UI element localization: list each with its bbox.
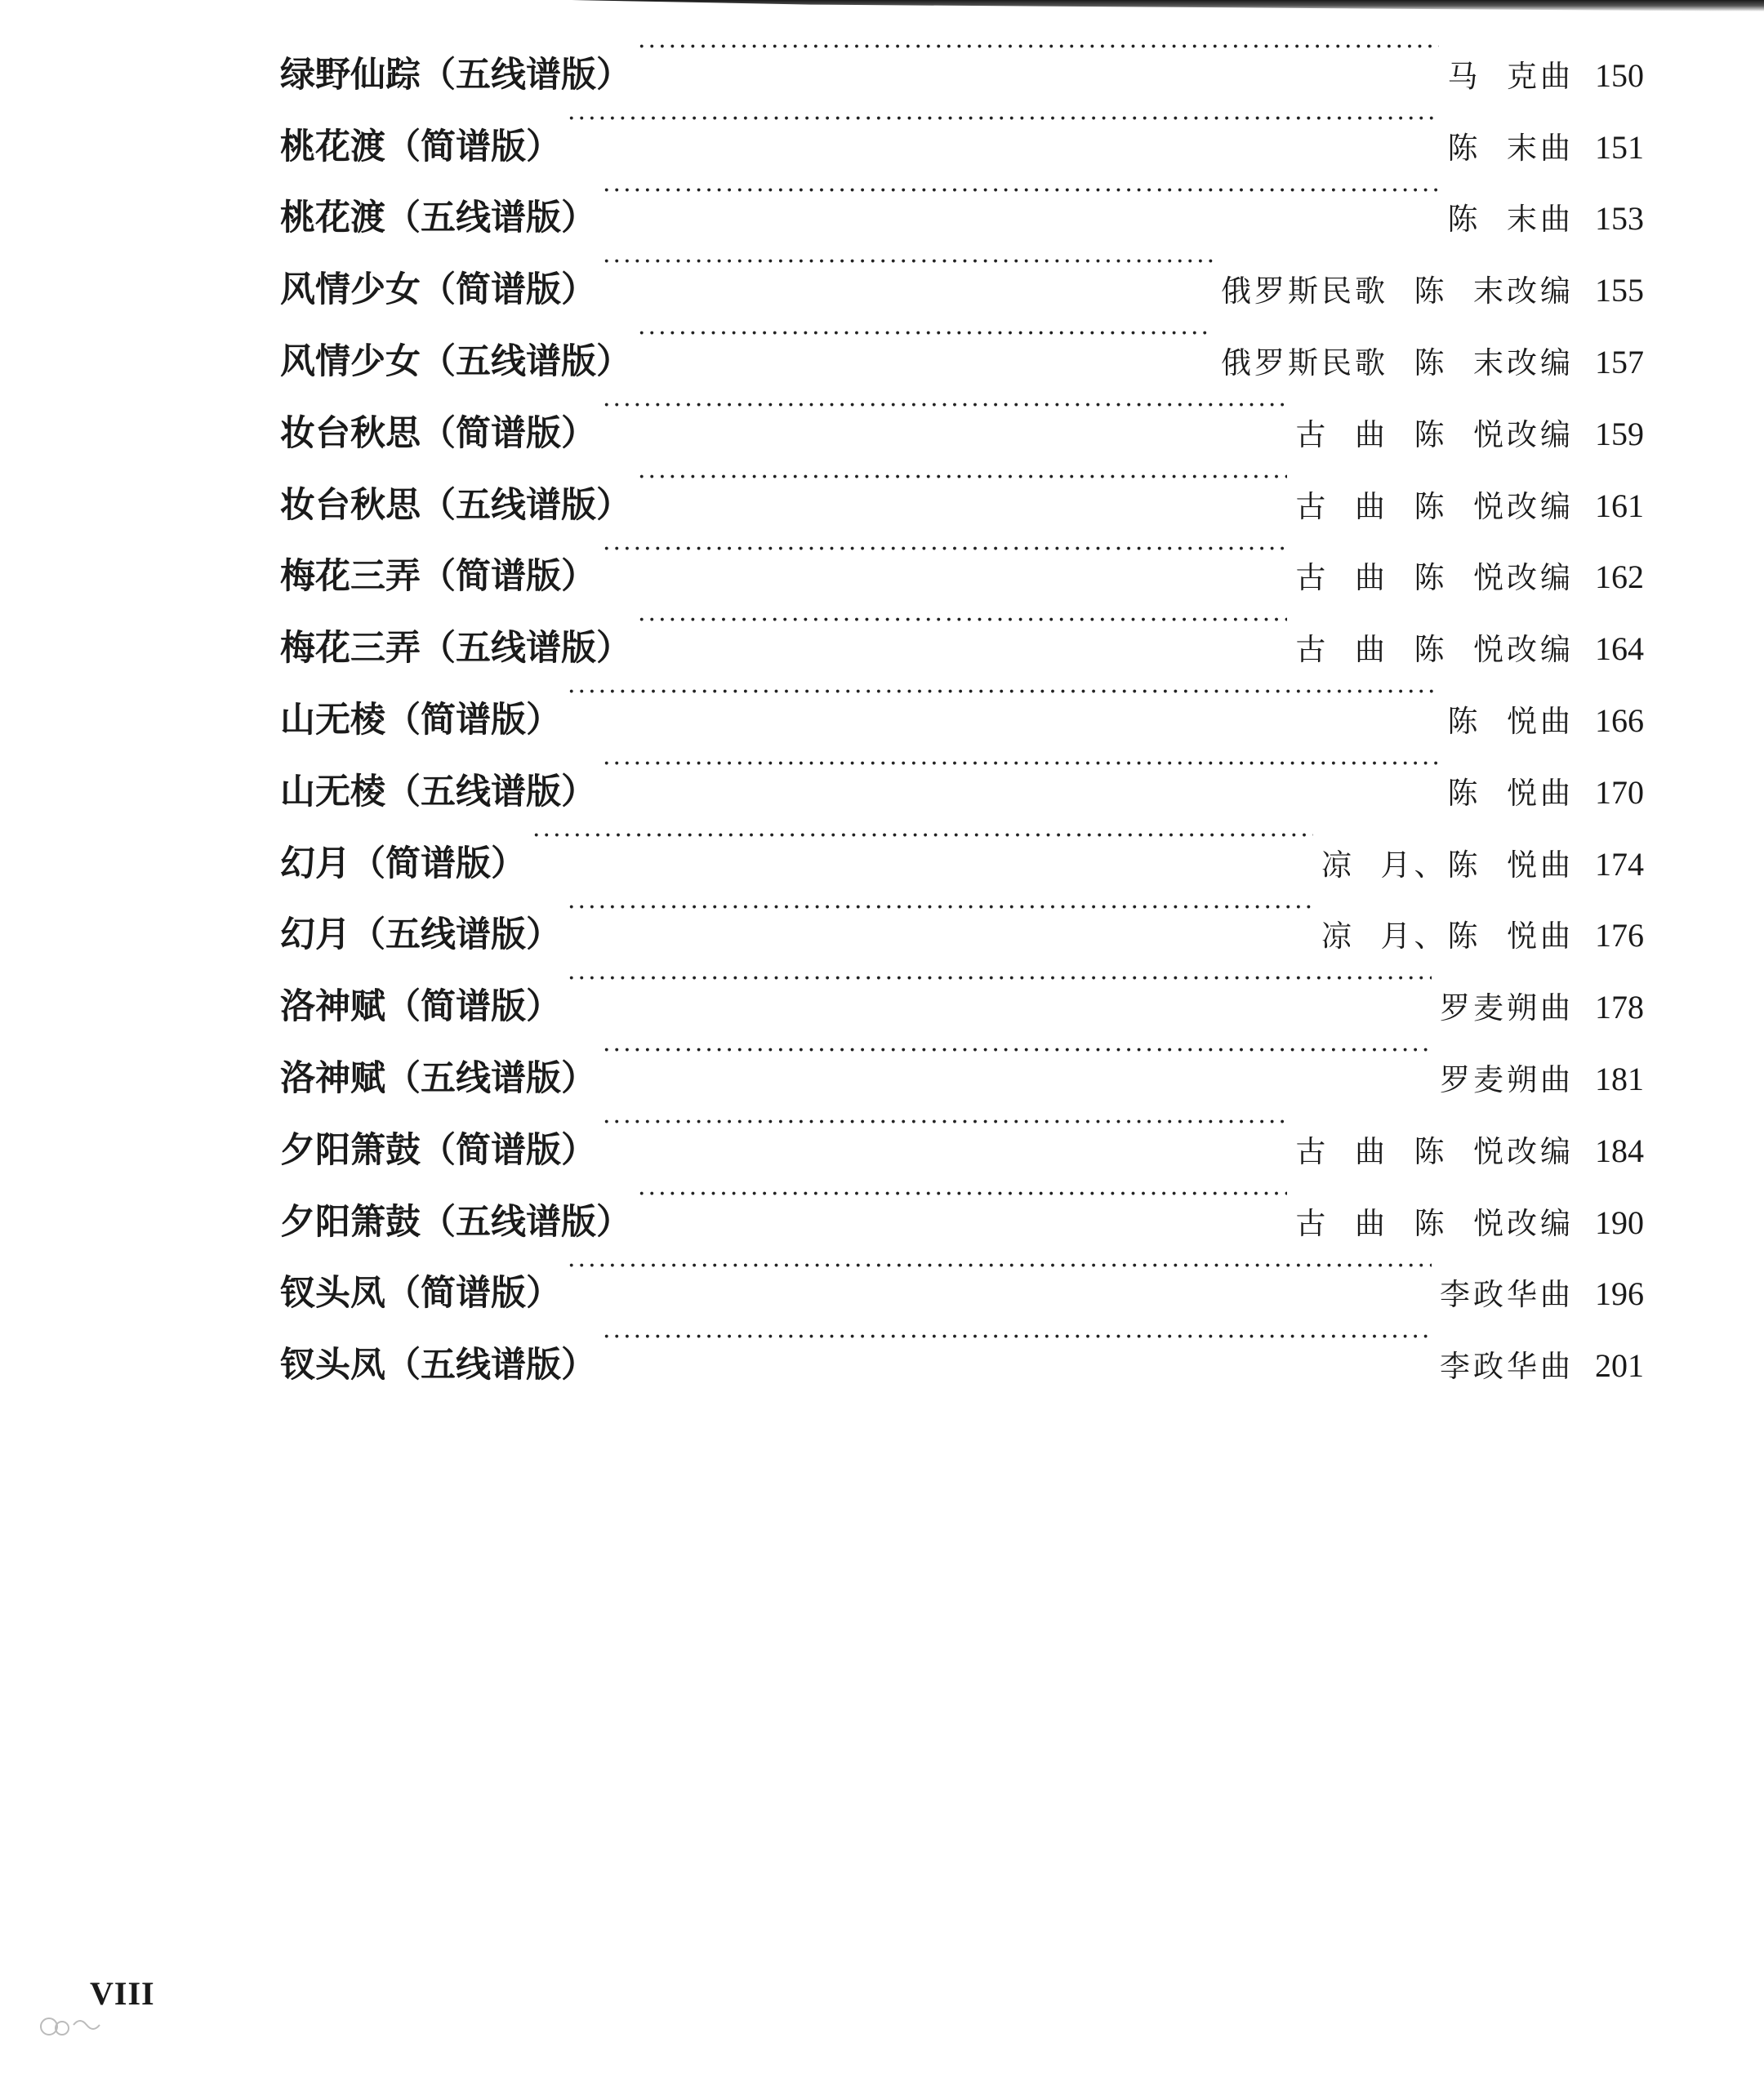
toc-entry[interactable]	[280, 15, 1644, 96]
toc-entry-composer: 凉 月、陈 悦曲	[1321, 919, 1574, 954]
scan-edge-shadow	[572, 0, 1764, 11]
toc-entry-title: 钗头凤（简谱版）	[280, 1273, 561, 1315]
toc-entry-page: 190	[1595, 1203, 1644, 1241]
toc-entry-composer: 罗麦朔曲	[1440, 990, 1574, 1026]
toc-entry-page: 201	[1595, 1347, 1644, 1385]
toc-entry-composer: 俄罗斯民歌 陈 末改编	[1220, 274, 1574, 309]
toc-entry-page: 155	[1595, 272, 1644, 309]
toc-entry-title: 梅花三弄（简谱版）	[280, 556, 596, 598]
toc-entry-title: 洛神赋（简谱版）	[280, 986, 561, 1028]
dot-leader	[638, 445, 1287, 517]
toc-entry-title: 幻月（五线谱版）	[280, 914, 561, 956]
toc-entry-composer: 凉 月、陈 悦曲	[1321, 847, 1574, 883]
dot-leader	[638, 1162, 1287, 1234]
toc-entry-page: 159	[1595, 415, 1644, 452]
toc-entry-page: 174	[1595, 845, 1644, 883]
dot-leader	[568, 660, 1439, 732]
toc-entry-composer: 陈 悦曲	[1447, 703, 1574, 739]
dot-leader	[568, 87, 1439, 158]
toc-entry-composer: 陈 末曲	[1447, 130, 1574, 166]
toc-entry-page: 162	[1595, 558, 1644, 596]
toc-entry-page: 170	[1595, 773, 1644, 811]
toc-entry-composer: 俄罗斯民歌 陈 末改编	[1220, 345, 1574, 380]
dot-leader	[603, 158, 1439, 230]
dot-leader	[603, 1090, 1287, 1162]
dot-leader	[603, 1018, 1432, 1090]
dot-leader	[603, 373, 1287, 445]
toc-entry-composer: 罗麦朔曲	[1440, 1061, 1574, 1097]
toc-entry-composer: 古 曲 陈 悦改编	[1295, 632, 1574, 668]
toc-entry-title: 绿野仙踪（五线谱版）	[280, 54, 631, 96]
dot-leader	[568, 946, 1432, 1018]
dot-leader	[568, 875, 1313, 947]
table-of-contents	[280, 15, 1644, 1386]
toc-entry-page: 150	[1595, 56, 1644, 94]
toc-entry-composer: 陈 悦曲	[1447, 775, 1574, 811]
toc-entry-page: 184	[1595, 1132, 1644, 1169]
dot-leader	[638, 301, 1213, 373]
toc-entry-title: 桃花渡（五线谱版）	[280, 198, 596, 239]
toc-entry-composer: 李政华曲	[1440, 1277, 1574, 1313]
toc-entry-title: 妆台秋思（五线谱版）	[280, 484, 631, 526]
toc-entry-title: 风情少女（简谱版）	[280, 269, 596, 311]
toc-entry-title: 梅花三弄（五线谱版）	[280, 628, 631, 670]
toc-entry-title: 山无棱（五线谱版）	[280, 771, 596, 812]
toc-entry-title: 洛神赋（五线谱版）	[280, 1057, 596, 1099]
page-number: VIII	[90, 1975, 155, 2012]
toc-entry-title: 山无棱（简谱版）	[280, 699, 561, 741]
toc-entry-page: 151	[1595, 128, 1644, 166]
dot-leader	[638, 15, 1439, 87]
dot-leader	[638, 588, 1287, 660]
toc-entry-title: 风情少女（五线谱版）	[280, 340, 631, 382]
toc-entry-composer: 古 曲 陈 悦改编	[1295, 1205, 1574, 1241]
toc-entry-page: 181	[1595, 1060, 1644, 1097]
toc-entry-page: 196	[1595, 1275, 1644, 1313]
dot-leader	[603, 517, 1287, 589]
toc-entry-page: 164	[1595, 630, 1644, 668]
toc-entry-title: 妆台秋思（简谱版）	[280, 412, 596, 454]
toc-entry-composer: 马 克曲	[1447, 58, 1574, 94]
toc-entry-title: 幻月（简谱版）	[280, 843, 526, 884]
toc-entry-composer: 陈 末曲	[1447, 202, 1574, 238]
dot-leader	[603, 229, 1213, 301]
dot-leader	[603, 1305, 1432, 1377]
dot-leader	[532, 803, 1313, 875]
toc-entry-title: 桃花渡（简谱版）	[280, 126, 561, 167]
toc-entry-composer: 古 曲 陈 悦改编	[1295, 416, 1574, 452]
toc-entry-title: 钗头凤（五线谱版）	[280, 1345, 596, 1386]
dot-leader	[568, 1234, 1432, 1306]
toc-entry-composer: 李政华曲	[1440, 1349, 1574, 1385]
toc-entry-composer: 古 曲 陈 悦改编	[1295, 1133, 1574, 1169]
page-ornament-icon	[38, 2009, 111, 2041]
toc-entry-page: 153	[1595, 200, 1644, 238]
toc-entry-composer: 古 曲 陈 悦改编	[1295, 488, 1574, 524]
toc-entry-page: 157	[1595, 343, 1644, 380]
toc-entry-page: 166	[1595, 701, 1644, 739]
toc-entry-page: 161	[1595, 487, 1644, 524]
toc-entry-title: 夕阳箫鼓（简谱版）	[280, 1129, 596, 1171]
toc-entry-title: 夕阳箫鼓（五线谱版）	[280, 1201, 631, 1243]
toc-entry-page: 176	[1595, 917, 1644, 954]
toc-entry-page: 178	[1595, 989, 1644, 1026]
toc-entry-composer: 古 曲 陈 悦改编	[1295, 560, 1574, 596]
dot-leader	[603, 732, 1439, 803]
